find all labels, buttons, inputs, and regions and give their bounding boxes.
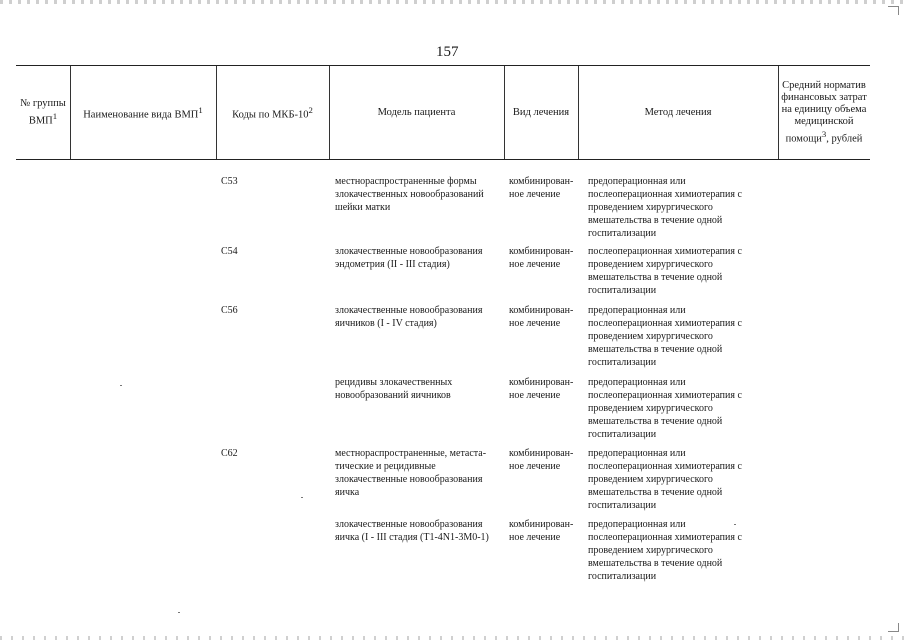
row-patient-model: рецидивы злокачественных новообразований яичников: [335, 377, 453, 401]
footnote-mark: 1: [198, 104, 203, 115]
page-number: 157: [436, 44, 459, 60]
row-treatment-method: предоперационная или послеоперационная химиотерапия с проведением хирургического вмешательства в течение одной госпитализации: [588, 305, 742, 368]
table-header: [16, 65, 870, 160]
row-patient-model: злокачественные новообразования эндометрия (II - III стадия): [335, 246, 483, 270]
scan-speck: [734, 524, 736, 525]
row-treatment-type: комбинированное лечение: [509, 519, 574, 543]
scan-corner-bottom: [888, 623, 899, 632]
footnote-mark: 1: [52, 110, 58, 121]
header-patient-model: [329, 66, 504, 159]
row-code: C53: [221, 176, 238, 187]
scan-speck: [120, 385, 122, 386]
header-treatment-method: [578, 66, 778, 159]
row-patient-model: местнораспространенные формы злокачественных новообразований шейки матки: [335, 176, 484, 213]
header-icd-codes-text: Коды по МКБ-10: [232, 109, 309, 121]
row-code: C56: [221, 305, 238, 316]
row-treatment-method: предоперационная или послеоперационная химиотерапия с проведением хирургического вмешательства в течение одной госпитализации: [588, 176, 742, 239]
row-code: C62: [221, 448, 238, 459]
header-avg-cost-suffix: , рублей: [826, 133, 863, 145]
header-group-no: [16, 66, 70, 159]
header-treatment-method-text: Метод лечения: [644, 106, 712, 118]
header-avg-cost: [778, 66, 870, 159]
header-treatment-type: [504, 66, 578, 159]
header-icd-codes: [216, 66, 329, 159]
scan-speck: [301, 497, 303, 498]
scan-corner-top: [888, 6, 899, 15]
row-patient-model: злокачественные новообразования яичка (I - III стадия (T1-4N1-3M0-1): [335, 519, 489, 543]
row-patient-model: местнораспространенные, метастатические и рецидивные злокачественные новообразования яичка: [335, 448, 487, 498]
header-group-no-text: № группы ВМП: [20, 97, 66, 127]
scan-edge-bottom: [0, 636, 905, 640]
header-vmp-name-text: Наименование вида ВМП: [83, 109, 199, 121]
row-treatment-type: комбинированное лечение: [509, 246, 574, 270]
header-avg-cost-text: Средний норматив финансовых затрат на единицу объема медицинской помощи: [781, 79, 867, 145]
row-treatment-type: комбинированное лечение: [509, 176, 574, 200]
row-treatment-method: предоперационная или послеоперационная химиотерапия с проведением хирургического вмешательства в течение одной госпитализации: [588, 519, 742, 582]
row-treatment-method: послеоперационная химиотерапия с проведением хирургического вмешательства в течение одной госпитализации: [588, 246, 742, 296]
footnote-mark: 2: [308, 104, 313, 115]
row-treatment-type: комбинированное лечение: [509, 448, 574, 472]
row-treatment-type: комбинированное лечение: [509, 377, 574, 401]
header-treatment-type-text: Вид лечения: [512, 106, 570, 118]
row-treatment-type: комбинированное лечение: [509, 305, 574, 329]
row-patient-model: злокачественные новообразования яичников (I - IV стадия): [335, 305, 483, 329]
row-treatment-method: предоперационная или послеоперационная химиотерапия с проведением хирургического вмешательства в течение одной госпитализации: [588, 448, 742, 511]
row-code: C54: [221, 246, 238, 257]
footnote-mark: 3: [821, 128, 827, 139]
scan-speck: [178, 612, 180, 613]
header-vmp-name: [70, 66, 216, 159]
header-patient-model-text: Модель пациента: [377, 106, 456, 118]
scan-edge-top: [0, 0, 905, 4]
row-treatment-method: предоперационная или послеоперационная химиотерапия с проведением хирургического вмешательства в течение одной госпитализации: [588, 377, 742, 440]
